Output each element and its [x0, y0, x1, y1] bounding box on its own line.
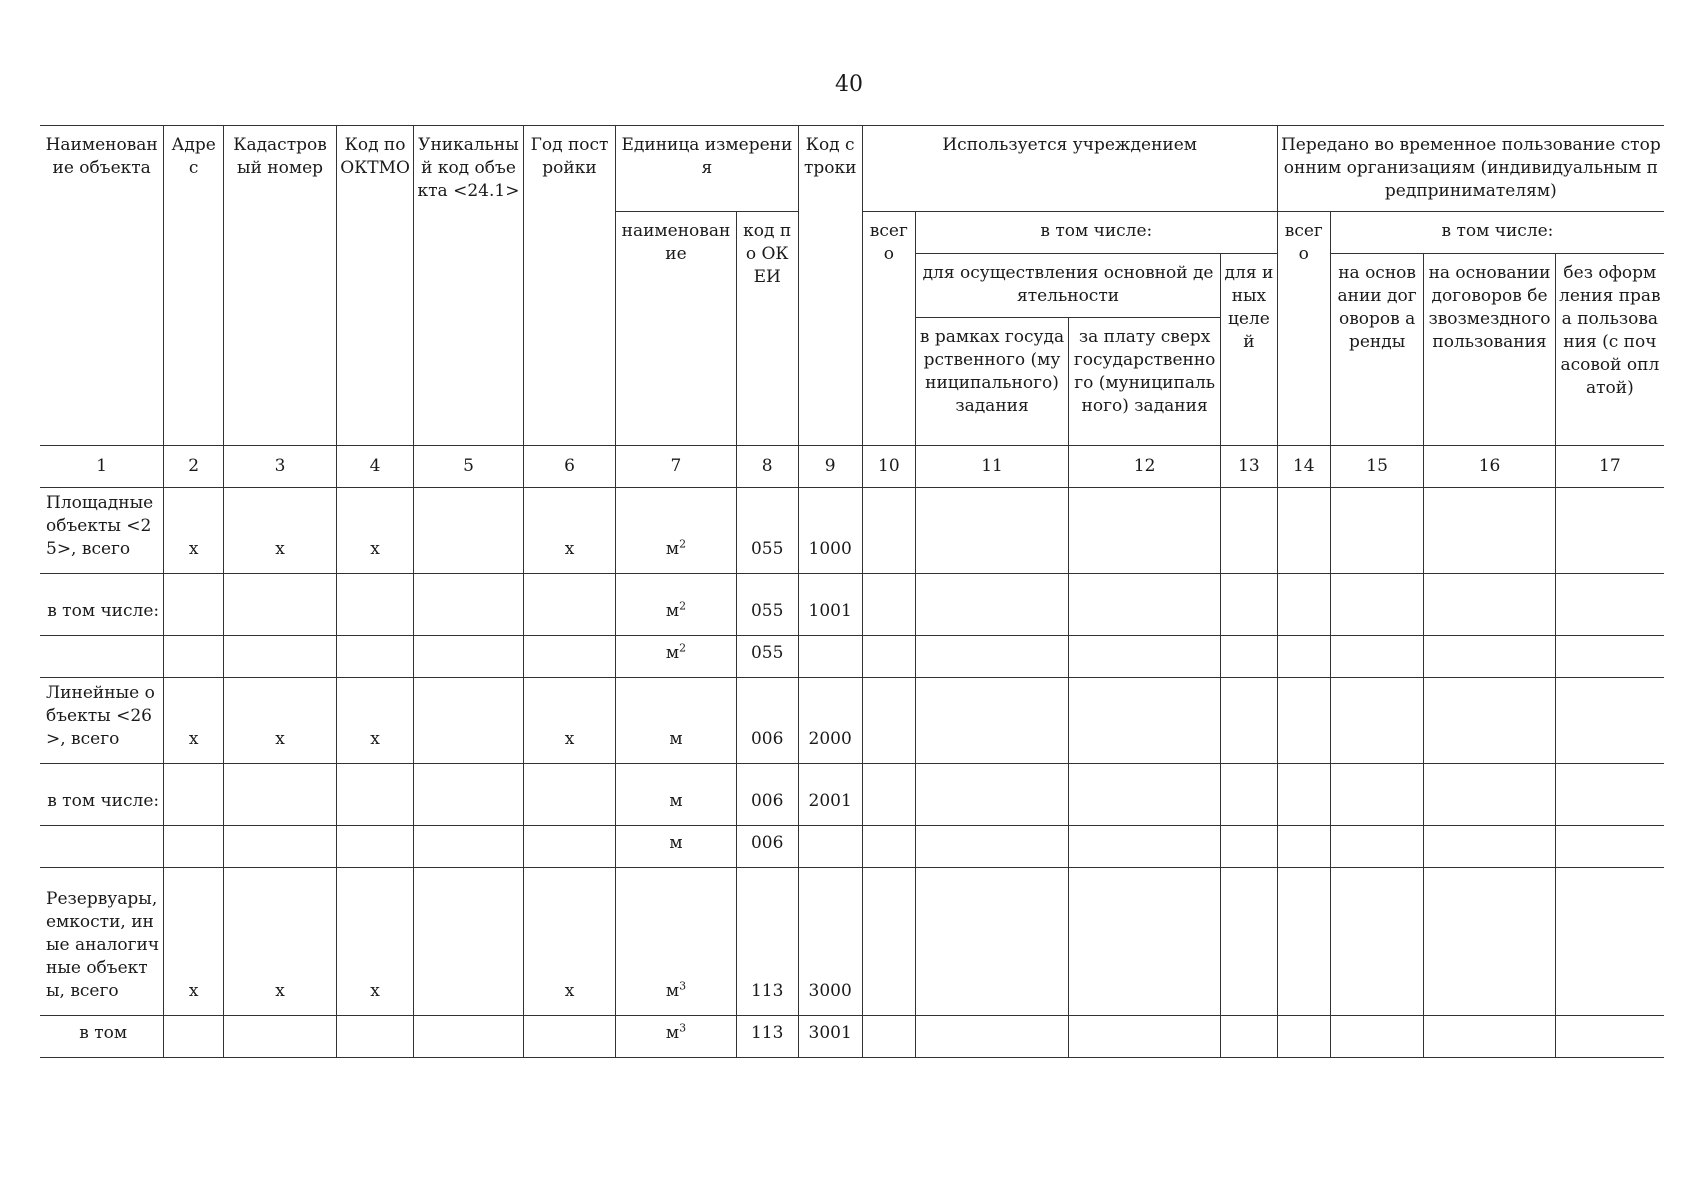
column-number: 4 — [337, 446, 414, 488]
value-cell-col14 — [1277, 1016, 1330, 1058]
build-year-cell — [523, 636, 615, 678]
address-cell: x — [164, 868, 224, 1016]
table-row — [40, 826, 1664, 868]
value-cell-col11 — [915, 868, 1068, 1016]
value-cell-col17 — [1555, 764, 1664, 826]
header-used-paid: за плату сверх государственного (муниципального) задания — [1069, 318, 1221, 446]
header-transferred-free: на основании договоров безвозмездного пользования — [1424, 254, 1555, 446]
value-cell-col10 — [862, 764, 915, 826]
header-unique-code: Уникальный код объекта <24.1> — [414, 126, 524, 446]
header-address: Адрес — [164, 126, 224, 446]
build-year-cell — [523, 764, 615, 826]
value-cell-col15 — [1330, 574, 1423, 636]
unit-name-cell — [616, 574, 737, 636]
column-number: 7 — [616, 446, 737, 488]
unit-symbol: м — [669, 833, 683, 853]
unit-name-cell — [616, 636, 737, 678]
header-oktmo: Код по ОКТМО — [337, 126, 414, 446]
value-cell-col11 — [915, 678, 1068, 764]
unit-name-cell — [616, 764, 737, 826]
value-cell-col13 — [1221, 1016, 1278, 1058]
column-number: 13 — [1221, 446, 1278, 488]
cadastral-cell — [224, 764, 337, 826]
column-number: 2 — [164, 446, 224, 488]
row-name — [40, 636, 164, 678]
unique-code-cell — [414, 1016, 524, 1058]
header-used-state-task: в рамках государственного (муниципального) задания — [915, 318, 1068, 446]
value-cell-col16 — [1424, 488, 1555, 574]
value-cell-col16 — [1424, 636, 1555, 678]
value-cell-col14 — [1277, 636, 1330, 678]
oktmo-cell: x — [337, 488, 414, 574]
header-unit-name: наименование — [616, 212, 737, 446]
address-cell: x — [164, 488, 224, 574]
value-cell-col15 — [1330, 488, 1423, 574]
value-cell-col16 — [1424, 764, 1555, 826]
row-name: Площадные объекты <25>, всего — [40, 488, 164, 574]
okei-cell: 055 — [736, 574, 798, 636]
value-cell-col17 — [1555, 868, 1664, 1016]
value-cell-col13 — [1221, 826, 1278, 868]
header-used-including: в том числе: — [915, 212, 1277, 254]
address-cell — [164, 1016, 224, 1058]
value-cell-col12 — [1069, 678, 1221, 764]
unit-name-cell — [616, 678, 737, 764]
cadastral-cell — [224, 636, 337, 678]
value-cell-col10 — [862, 868, 915, 1016]
row-name: Резервуары, емкости, иные аналогичные объекты, всего — [40, 868, 164, 1016]
header-transferred-total: всего — [1277, 212, 1330, 446]
value-cell-col12 — [1069, 868, 1221, 1016]
row-name: в том — [40, 1016, 164, 1058]
table-row — [40, 868, 1664, 1016]
header-used-total: всего — [862, 212, 915, 446]
unit-name-cell — [616, 868, 737, 1016]
unit-symbol: м — [665, 981, 680, 1001]
column-number: 11 — [915, 446, 1068, 488]
unit-exponent: 2 — [679, 641, 687, 655]
unique-code-cell — [414, 868, 524, 1016]
header-transferred-group: Передано во временное пользование сторонним организациям (индивидуальным предпринимателям) — [1277, 126, 1664, 212]
header-used-group: Используется учреждением — [862, 126, 1277, 212]
cadastral-cell — [224, 574, 337, 636]
value-cell-col12 — [1069, 1016, 1221, 1058]
value-cell-col14 — [1277, 826, 1330, 868]
column-number: 6 — [523, 446, 615, 488]
cadastral-cell: x — [224, 678, 337, 764]
unit-symbol: м — [669, 791, 683, 811]
cadastral-cell — [224, 1016, 337, 1058]
unit-symbol: м — [665, 643, 680, 663]
value-cell-col15 — [1330, 764, 1423, 826]
value-cell-col17 — [1555, 488, 1664, 574]
value-cell-col16 — [1424, 574, 1555, 636]
header-build-year: Год постройки — [523, 126, 615, 446]
header-cadastral-number: Кадастровый номер — [224, 126, 337, 446]
value-cell-col11 — [915, 1016, 1068, 1058]
value-cell-col15 — [1330, 1016, 1423, 1058]
column-number: 14 — [1277, 446, 1330, 488]
column-number: 16 — [1424, 446, 1555, 488]
address-cell — [164, 574, 224, 636]
header-unit-okei: код по ОКЕИ — [736, 212, 798, 446]
cadastral-cell — [224, 826, 337, 868]
value-cell-col13 — [1221, 678, 1278, 764]
property-table — [40, 125, 1664, 1058]
row-code-cell: 2000 — [798, 678, 862, 764]
oktmo-cell: x — [337, 678, 414, 764]
column-number: 10 — [862, 446, 915, 488]
build-year-cell: x — [523, 868, 615, 1016]
column-number-row — [40, 446, 1664, 488]
oktmo-cell — [337, 826, 414, 868]
build-year-cell: x — [523, 678, 615, 764]
column-number: 1 — [40, 446, 164, 488]
row-code-cell — [798, 826, 862, 868]
value-cell-col14 — [1277, 868, 1330, 1016]
value-cell-col11 — [915, 826, 1068, 868]
row-name: в том числе: — [40, 764, 164, 826]
header-row-code: Код строки — [798, 126, 862, 446]
value-cell-col11 — [915, 488, 1068, 574]
okei-cell: 113 — [736, 1016, 798, 1058]
oktmo-cell: x — [337, 868, 414, 1016]
header-transferred-rent: на основании договоров аренды — [1330, 254, 1423, 446]
value-cell-col14 — [1277, 574, 1330, 636]
value-cell-col10 — [862, 636, 915, 678]
value-cell-col12 — [1069, 636, 1221, 678]
value-cell-col16 — [1424, 678, 1555, 764]
table-row — [40, 574, 1664, 636]
unit-name-cell — [616, 826, 737, 868]
table-row — [40, 488, 1664, 574]
oktmo-cell — [337, 1016, 414, 1058]
value-cell-col10 — [862, 826, 915, 868]
column-number: 8 — [736, 446, 798, 488]
unit-exponent: 3 — [679, 979, 687, 993]
value-cell-col12 — [1069, 764, 1221, 826]
value-cell-col13 — [1221, 868, 1278, 1016]
value-cell-col10 — [862, 488, 915, 574]
unique-code-cell — [414, 764, 524, 826]
value-cell-col16 — [1424, 868, 1555, 1016]
unique-code-cell — [414, 636, 524, 678]
header-used-other: для иных целей — [1221, 254, 1278, 446]
header-transferred-no-registration: без оформления права пользования (с почасовой оплатой) — [1555, 254, 1664, 446]
value-cell-col11 — [915, 636, 1068, 678]
page-number: 40 — [835, 72, 863, 97]
header-unit-group: Единица измерения — [616, 126, 798, 212]
table-row — [40, 636, 1664, 678]
address-cell — [164, 826, 224, 868]
column-number: 15 — [1330, 446, 1423, 488]
row-code-cell: 3001 — [798, 1016, 862, 1058]
address-cell: x — [164, 678, 224, 764]
value-cell-col14 — [1277, 488, 1330, 574]
unit-exponent: 3 — [679, 1021, 687, 1035]
okei-cell: 006 — [736, 764, 798, 826]
row-name — [40, 826, 164, 868]
value-cell-col16 — [1424, 1016, 1555, 1058]
unique-code-cell — [414, 678, 524, 764]
header-object-name: Наименование объекта — [40, 126, 164, 446]
oktmo-cell — [337, 636, 414, 678]
value-cell-col17 — [1555, 1016, 1664, 1058]
value-cell-col13 — [1221, 488, 1278, 574]
value-cell-col12 — [1069, 826, 1221, 868]
header-used-main-activity: для осуществления основной деятельности — [915, 254, 1220, 318]
value-cell-col15 — [1330, 636, 1423, 678]
column-number: 12 — [1069, 446, 1221, 488]
value-cell-col10 — [862, 1016, 915, 1058]
value-cell-col11 — [915, 764, 1068, 826]
value-cell-col12 — [1069, 488, 1221, 574]
value-cell-col17 — [1555, 826, 1664, 868]
value-cell-col11 — [915, 574, 1068, 636]
column-number: 3 — [224, 446, 337, 488]
row-code-cell: 2001 — [798, 764, 862, 826]
oktmo-cell — [337, 764, 414, 826]
row-code-cell: 1001 — [798, 574, 862, 636]
build-year-cell — [523, 1016, 615, 1058]
value-cell-col13 — [1221, 574, 1278, 636]
value-cell-col15 — [1330, 826, 1423, 868]
value-cell-col10 — [862, 574, 915, 636]
column-number: 17 — [1555, 446, 1664, 488]
okei-cell: 055 — [736, 636, 798, 678]
okei-cell: 055 — [736, 488, 798, 574]
table-row — [40, 1016, 1664, 1058]
build-year-cell — [523, 574, 615, 636]
table-row — [40, 678, 1664, 764]
unit-name-cell — [616, 488, 737, 574]
value-cell-col15 — [1330, 868, 1423, 1016]
unit-exponent: 2 — [679, 537, 687, 551]
address-cell — [164, 636, 224, 678]
cadastral-cell: x — [224, 868, 337, 1016]
unit-symbol: м — [669, 729, 683, 749]
row-name: в том числе: — [40, 574, 164, 636]
okei-cell: 113 — [736, 868, 798, 1016]
column-number: 9 — [798, 446, 862, 488]
cadastral-cell: x — [224, 488, 337, 574]
unique-code-cell — [414, 574, 524, 636]
address-cell — [164, 764, 224, 826]
value-cell-col14 — [1277, 678, 1330, 764]
value-cell-col12 — [1069, 574, 1221, 636]
value-cell-col10 — [862, 678, 915, 764]
okei-cell: 006 — [736, 826, 798, 868]
build-year-cell — [523, 826, 615, 868]
value-cell-col13 — [1221, 636, 1278, 678]
row-code-cell: 1000 — [798, 488, 862, 574]
row-name: Линейные объекты <26>, всего — [40, 678, 164, 764]
value-cell-col16 — [1424, 826, 1555, 868]
okei-cell: 006 — [736, 678, 798, 764]
unique-code-cell — [414, 488, 524, 574]
unit-symbol: м — [665, 539, 680, 559]
value-cell-col15 — [1330, 678, 1423, 764]
value-cell-col17 — [1555, 636, 1664, 678]
table-row — [40, 764, 1664, 826]
value-cell-col17 — [1555, 678, 1664, 764]
unit-symbol: м — [665, 601, 680, 621]
value-cell-col13 — [1221, 764, 1278, 826]
row-code-cell: 3000 — [798, 868, 862, 1016]
unique-code-cell — [414, 826, 524, 868]
row-code-cell — [798, 636, 862, 678]
header-transferred-including: в том числе: — [1330, 212, 1664, 254]
unit-symbol: м — [665, 1023, 680, 1043]
build-year-cell: x — [523, 488, 615, 574]
unit-name-cell — [616, 1016, 737, 1058]
value-cell-col14 — [1277, 764, 1330, 826]
unit-exponent: 2 — [679, 599, 687, 613]
column-number: 5 — [414, 446, 524, 488]
oktmo-cell — [337, 574, 414, 636]
value-cell-col17 — [1555, 574, 1664, 636]
